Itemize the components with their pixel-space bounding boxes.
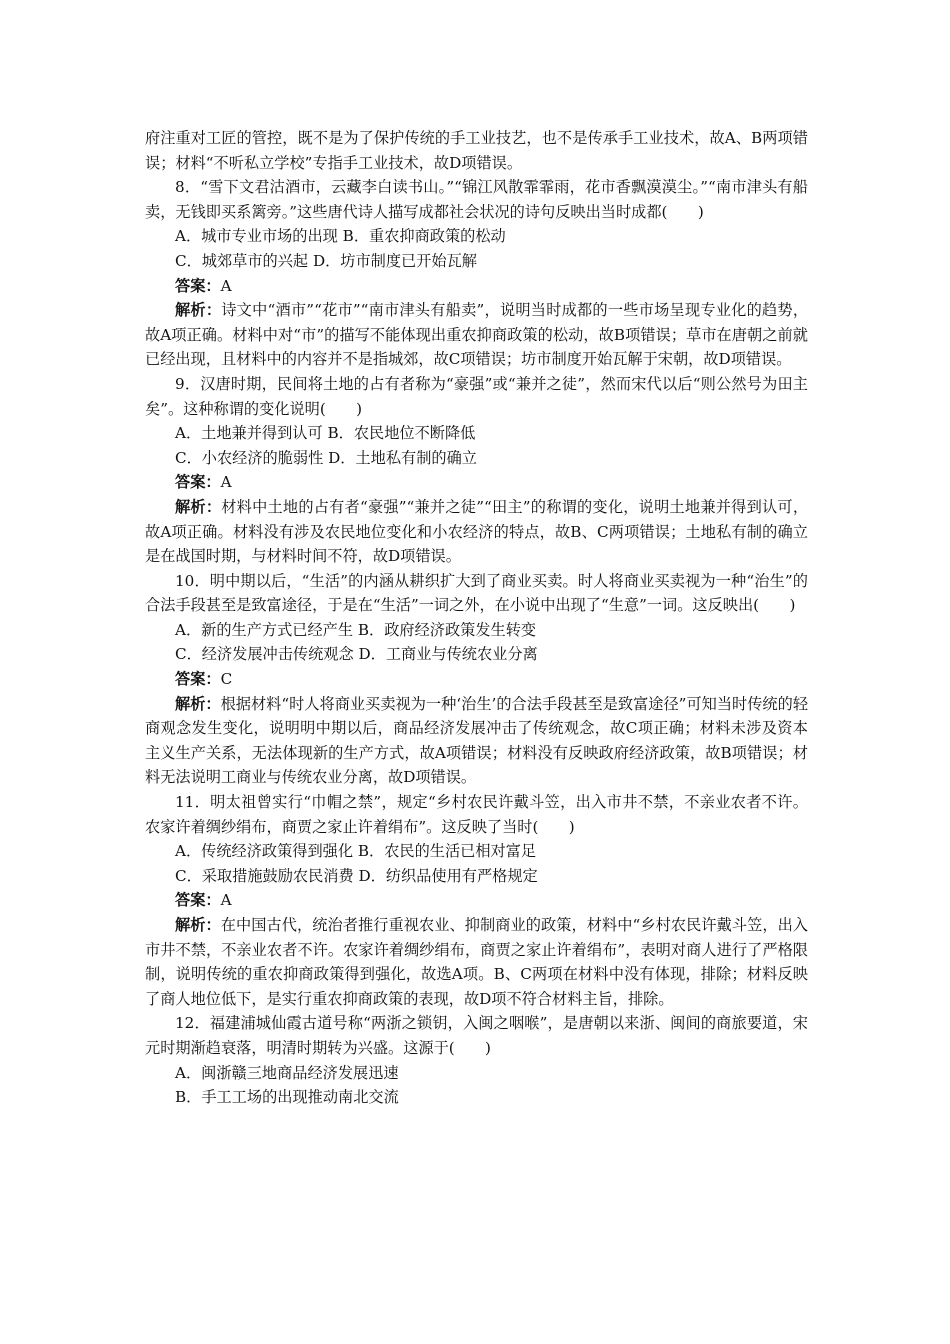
answer-label: 答案： <box>175 473 221 492</box>
options-ab: A．传统经济政策得到强化 B．农民的生活已相对富足 <box>175 842 537 861</box>
analysis-paragraph <box>145 913 808 1011</box>
question-stem: 10．明中期以后，“生活”的内涵从耕织扩大到了商业买卖。时人将商业买卖视为一种“治生”的合法手段甚至是致富途径，于是在“生活”一词之外，在小说中出现了“生意”一词。这反映出( ) <box>145 571 808 615</box>
intro-paragraph: 府注重对工匠的管控，既不是为了保护传统的手工业技艺，也不是传承手工业技术，故A、B两项错误；材料“不听私立学校”专指手工业技术，故D项错误。 <box>145 129 808 172</box>
question-stem: 11．明太祖曾实行“巾帽之禁”，规定“乡村农民许戴斗笠，出入市井不禁，不亲业农者不许。农家许着绸纱绢布，商贾之家止许着绢布”。这反映了当时( ) <box>145 793 808 836</box>
answer-value: A <box>220 891 232 910</box>
analysis-label: 解析： <box>175 916 221 934</box>
analysis-text: 根据材料“时人将商业买卖视为一种‘治生’的合法手段甚至是致富途径”可知当时传统的轻商观念发生变化，说明明中期以后，商品经济发展冲击了传统观念，故C项正确；材料未涉及资本主义生产关系，无法体现新的生产方式，故A项错误；材料没有反映政府经济政策，故B项错误；材料无法说明工商业与传统农业分离，故D项错误。 <box>145 694 809 787</box>
options-cd: C．采取措施鼓励农民消费 D．纺织品使用有严格规定 <box>175 866 538 885</box>
analysis-paragraph <box>145 298 808 372</box>
answer-line <box>145 888 808 913</box>
question-11 <box>145 790 808 1011</box>
question-10 <box>145 569 808 790</box>
options-cd: C．城郊草市的兴起 D．坊市制度已开始瓦解 <box>175 251 477 270</box>
answer-label: 答案： <box>175 891 221 910</box>
answer-line <box>145 274 808 299</box>
question-8 <box>145 175 808 372</box>
analysis-text: 材料中土地的占有者“豪强”“兼并之徒”“田主”的称谓的变化，说明土地兼并得到认可，故A项正确。材料没有涉及农民地位变化和小农经济的特点，故B、C两项错误；土地私有制的确立是在战国时期，与材料时间不符，故D项错误。 <box>145 497 809 566</box>
options-cd: C．经济发展冲击传统观念 D．工商业与传统农业分离 <box>175 645 538 664</box>
answer-label: 答案： <box>175 670 221 689</box>
answer-value: A <box>220 276 232 295</box>
answer-line <box>145 470 808 495</box>
answer-label: 答案： <box>175 276 221 295</box>
options-cd: C．小农经济的脆弱性 D．土地私有制的确立 <box>175 448 477 467</box>
options-ab: A．新的生产方式已经产生 B．政府经济政策发生转变 <box>175 620 537 639</box>
analysis-paragraph <box>145 692 808 790</box>
document-page <box>145 126 808 1110</box>
question-stem: 12．福建浦城仙霞古道号称“两浙之锁钥，入闽之咽喉”，是唐朝以来浙、闽间的商旅要道，宋元时期渐趋衰落，明清时期转为兴盛。这源于( ) <box>145 1014 808 1057</box>
options-ab: A．土地兼并得到认可 B．农民地位不断降低 <box>175 424 476 443</box>
options-ab: A．城市专业市场的出现 B．重农抑商政策的松动 <box>175 227 506 246</box>
answer-value: A <box>220 473 232 492</box>
analysis-label: 解析： <box>175 301 222 320</box>
analysis-label: 解析： <box>175 694 221 713</box>
question-9 <box>145 372 808 569</box>
answer-value: C <box>220 670 233 689</box>
question-12 <box>145 1011 808 1109</box>
analysis-text: 诗文中“酒市”“花市”“南市津头有船卖”，说明当时成都的一些市场呈现专业化的趋势，故A项正确。材料中对“市”的描写不能体现出重农抑商政策的松动，故B项错误；草市在唐朝之前就已经出现，且材料中的内容并不是指城郊，故C项错误；坊市制度开始瓦解于宋朝，故D项错误。 <box>145 301 809 369</box>
analysis-label: 解析： <box>175 497 222 516</box>
option-a: A．闽浙赣三地商品经济发展迅速 <box>175 1063 399 1082</box>
option-b: B．手工工场的出现推动南北交流 <box>175 1088 399 1107</box>
answer-line <box>145 667 808 692</box>
analysis-paragraph <box>145 495 808 569</box>
question-stem: 8．“雪下文君沽酒市，云藏李白读书山。”“锦江风散霏霏雨，花市香飘漠漠尘。”“南市津头有船卖，无钱即买系篱旁。”这些唐代诗人描写成都社会状况的诗句反映出当时成都( ) <box>145 178 808 221</box>
analysis-text: 在中国古代，统治者推行重视农业、抑制商业的政策，材料中“乡村农民许戴斗笠，出入市井不禁，不亲业农者不许。农家许着绸纱绢布，商贾之家止许着绢布”，表明对商人进行了严格限制，说明传统的重农抑商政策得到强化，故选A项。B、C两项在材料中没有体现，排除；材料反映了商人地位低下，是实行重农抑商政策的表现，故D项不符合材料主旨，排除。 <box>145 916 808 1008</box>
question-stem: 9．汉唐时期，民间将土地的占有者称为“豪强”或“兼并之徒”，然而宋代以后“则公然号为田主矣”。这种称谓的变化说明( ) <box>145 374 808 418</box>
